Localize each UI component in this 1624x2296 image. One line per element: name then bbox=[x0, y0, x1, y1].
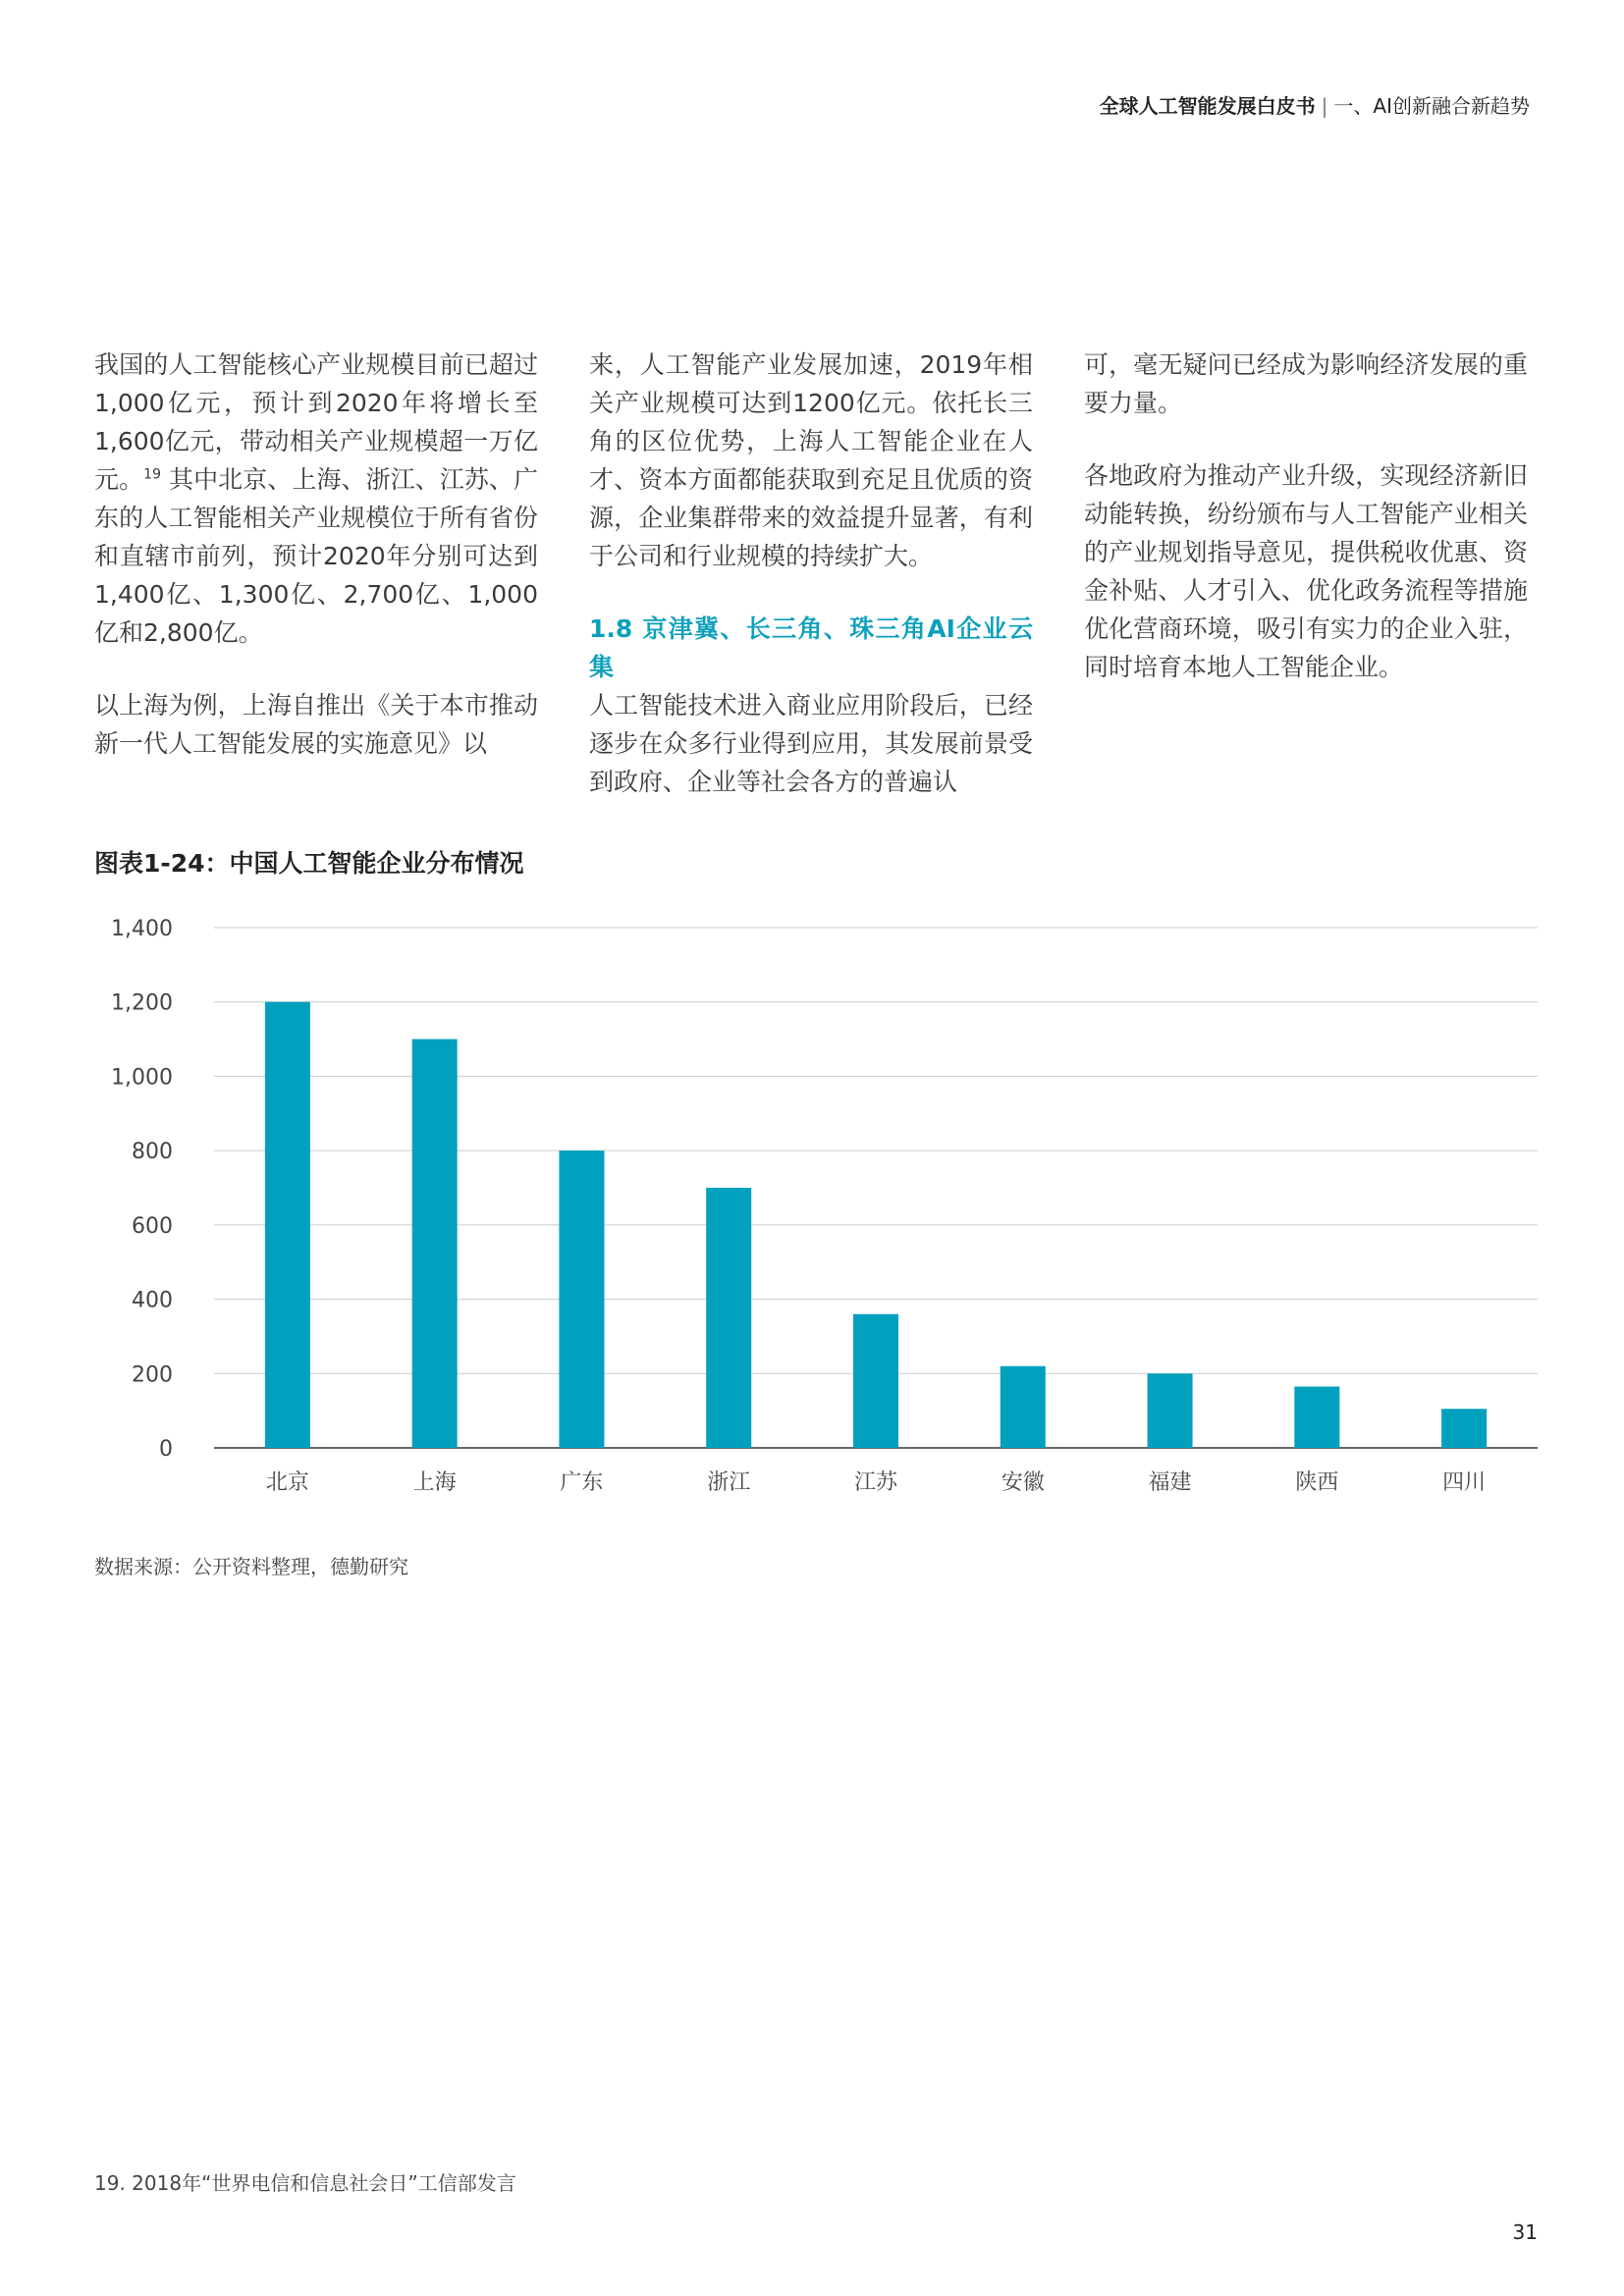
y-tick-label: 1,400 bbox=[111, 917, 173, 941]
text-column-3 bbox=[1084, 346, 1528, 721]
page-number: 31 bbox=[1512, 2220, 1538, 2244]
y-tick-label: 800 bbox=[132, 1140, 173, 1165]
running-header bbox=[1100, 90, 1530, 119]
bar-2 bbox=[559, 1150, 604, 1448]
y-tick-label: 600 bbox=[132, 1213, 173, 1239]
x-tick-label: 北京 bbox=[265, 1470, 309, 1495]
bar-6 bbox=[1148, 1373, 1193, 1448]
y-tick-label: 1,200 bbox=[111, 990, 173, 1016]
x-tick-label: 安徽 bbox=[1001, 1470, 1045, 1495]
paragraph-text: 其中北京、上海、浙江、江苏、广东的人工智能相关产业规模位于所有省份和直辖市前列，预计2020年分别可达到1,400亿、1,300亿、2,700亿、1,000亿和2,800亿。 bbox=[94, 465, 538, 647]
header-separator: | bbox=[1321, 94, 1328, 118]
x-tick-label: 浙江 bbox=[707, 1470, 751, 1495]
x-tick-label: 福建 bbox=[1148, 1470, 1192, 1495]
section-title: 一、AI创新融合新趋势 bbox=[1333, 94, 1530, 118]
paragraph: 各地政府为推动产业升级，实现经济新旧动能转换，纷纷颁布与人工智能产业相关的产业规划指导意见，提供税收优惠、资金补贴、人才引入、优化政务流程等措施优化营商环境，吸引有实力的企业入驻，同时培育本地人工智能企业。 bbox=[1084, 461, 1528, 681]
paragraph bbox=[94, 346, 538, 652]
paragraph: 以上海为例，上海自推出《关于本市推动新一代人工智能发展的实施意见》以 bbox=[94, 691, 538, 758]
x-tick-label: 四川 bbox=[1442, 1470, 1487, 1495]
footnote-ref-19[interactable]: 19 bbox=[143, 466, 161, 483]
bar-5 bbox=[1001, 1366, 1046, 1448]
data-source: 数据来源：公开资料整理，德勤研究 bbox=[94, 1555, 408, 1578]
text-column-1 bbox=[94, 346, 538, 797]
chart-title: 图表1-24：中国人工智能企业分布情况 bbox=[94, 849, 524, 878]
bar-4 bbox=[853, 1314, 898, 1448]
paragraph: 来，人工智能产业发展加速，2019年相关产业规模可达到1200亿元。依托长三角的区位优势，上海人工智能企业在人才、资本方面都能获取到充足且优质的资源，企业集群带来的效益提升显著，有利于公司和行业规模的持续扩大。 bbox=[589, 350, 1033, 570]
y-tick-label: 200 bbox=[132, 1362, 173, 1388]
x-tick-label: 江苏 bbox=[853, 1470, 898, 1495]
bar-0 bbox=[265, 1002, 310, 1448]
x-tick-label: 陕西 bbox=[1295, 1470, 1339, 1495]
x-tick-label: 广东 bbox=[560, 1470, 604, 1495]
x-tick-label: 上海 bbox=[412, 1470, 457, 1495]
bar-7 bbox=[1294, 1387, 1339, 1448]
document-title: 全球人工智能发展白皮书 bbox=[1099, 94, 1316, 118]
y-tick-label: 0 bbox=[159, 1437, 173, 1462]
bar-3 bbox=[706, 1188, 751, 1448]
y-axis-ticks bbox=[111, 917, 173, 1462]
footnote-19: 19. 2018年“世界电信和信息社会日”工信部发言 bbox=[94, 2171, 516, 2195]
section-heading: 1.8 京津冀、长三角、珠三角AI企业云集 bbox=[589, 614, 1033, 681]
bar-8 bbox=[1441, 1409, 1487, 1448]
bar-chart bbox=[94, 898, 1547, 1526]
y-tick-label: 400 bbox=[132, 1288, 173, 1313]
x-axis-ticks bbox=[266, 1470, 1486, 1495]
text-column-2 bbox=[589, 346, 1033, 835]
y-tick-label: 1,000 bbox=[111, 1065, 173, 1091]
paragraph: 可，毫无疑问已经成为影响经济发展的重要力量。 bbox=[1084, 350, 1528, 417]
paragraph: 人工智能技术进入商业应用阶段后，已经逐步在众多行业得到应用，其发展前景受到政府、企业等社会各方的普遍认 bbox=[589, 691, 1033, 796]
bar-1 bbox=[412, 1040, 458, 1448]
paragraph-text: 我国的人工智能核心产业规模目前已超过1,000亿元，预计到2020年将增长至1,600亿元，带动相关产业规模超一万亿元。 bbox=[94, 350, 538, 494]
